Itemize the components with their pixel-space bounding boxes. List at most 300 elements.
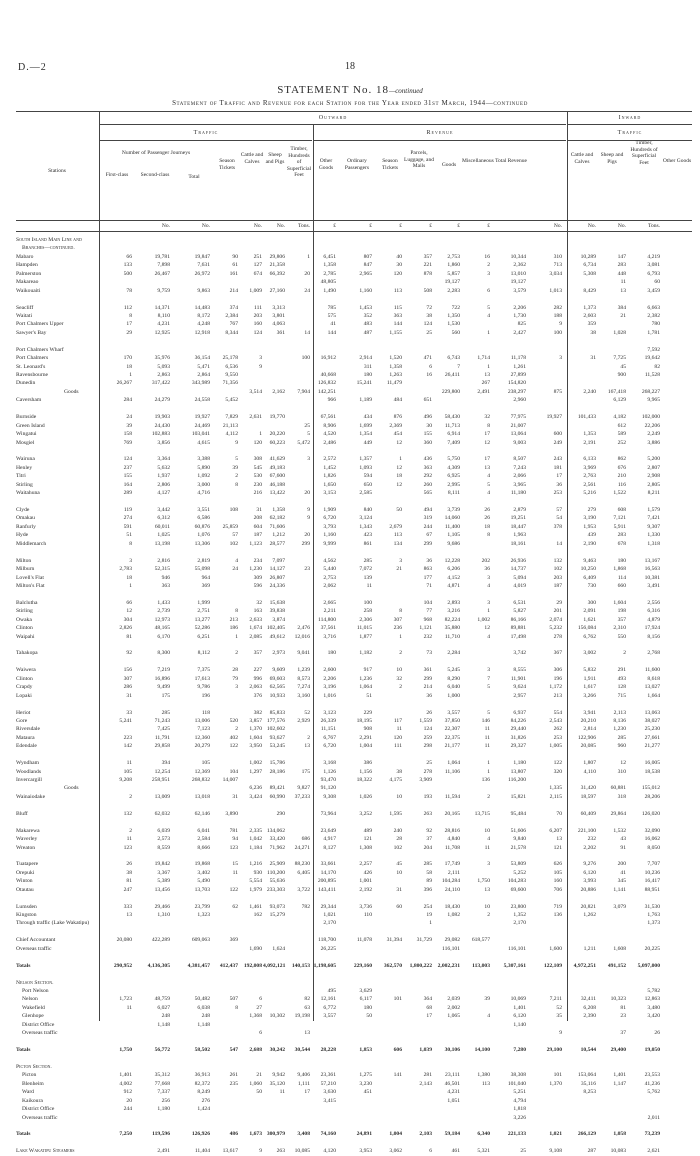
table-cell: 946 (161, 574, 170, 581)
table-cell: 3,123 (323, 709, 336, 716)
table-cell: 300 (587, 599, 596, 606)
table-cell: 221 (423, 262, 432, 269)
table-cell: 11,708 (444, 844, 460, 851)
table-cell: 11 (484, 743, 490, 750)
table-cell: 3 (129, 557, 132, 564)
table-cell: 6,312 (157, 515, 170, 522)
table-cell: 1,674 (249, 625, 262, 632)
table-cell: 6 (487, 287, 490, 294)
table-cell: 21,007 (510, 422, 526, 429)
table-cell: 100 (301, 355, 310, 362)
table-cell: 426 (363, 869, 372, 876)
table-cell: 282 (553, 304, 562, 311)
table-cell: 23,649 (320, 827, 336, 834)
table-cell: 2,115 (549, 793, 562, 800)
table-cell: 2,284 (447, 650, 460, 657)
header-miscellaneous: Miscellaneous (462, 158, 494, 164)
table-cell: 6,536 (225, 363, 238, 370)
table-cell: 8,555 (513, 667, 526, 674)
table-cell: 2,491 (477, 388, 490, 395)
table-cell: 2,753 (447, 253, 460, 260)
table-cell: 2,864 (197, 372, 210, 378)
table-cell: 20,210 (580, 717, 596, 724)
table-row (16, 422, 692, 430)
table-cell: 307 (393, 616, 402, 623)
title-text: STATEMENT No. 18 (277, 84, 389, 96)
table-cell: 3,557 (447, 709, 460, 716)
table-cell: 32 (396, 675, 402, 682)
table-cell: 19,127 (444, 279, 460, 286)
table-cell: 500 (123, 270, 132, 277)
table-cell: 2,826 (119, 625, 132, 632)
table-cell: 1,424 (197, 1106, 210, 1113)
table-cell: 360 (423, 439, 432, 446)
table-cell: 14,127 (269, 566, 285, 573)
table-cell: 1,559 (419, 717, 432, 724)
table-cell: 2,665 (323, 599, 336, 606)
table-cell: 167,418 (607, 388, 626, 395)
table-cell: 9,108 (549, 1148, 562, 1155)
table-cell: 9,624 (513, 684, 526, 691)
table-cell: 1,172 (549, 684, 562, 691)
spacer-row (16, 894, 692, 902)
table-cell: 1,714 (477, 355, 490, 362)
table-cell: 101 (553, 1072, 562, 1079)
table-cell: 1 (235, 633, 238, 640)
station-name: Middlemarch (16, 540, 47, 547)
header-second-class: Second-class (140, 172, 170, 178)
table-cell: 10 (396, 869, 402, 876)
table-cell: 2,191 (583, 439, 596, 446)
table-cell: 1,323 (197, 912, 210, 918)
table-cell: 3,367 (157, 869, 170, 876)
header-total: Total (188, 174, 200, 180)
table-cell: 343,989 (191, 380, 210, 387)
table-cell: 26,411 (444, 372, 460, 378)
table-cell: 4,231 (157, 321, 170, 328)
table-cell: 3,801 (272, 312, 285, 319)
table-cell: 230 (253, 481, 262, 488)
unit-label: £ (487, 223, 490, 229)
table-cell: 3 (487, 667, 490, 674)
table-row (16, 919, 692, 927)
table-cell: 1,953 (583, 523, 596, 530)
table-cell: 134 (393, 540, 402, 547)
table-cell: 13 (304, 743, 310, 750)
station-name: Edendale (16, 743, 37, 750)
table-cell: 31 (126, 692, 132, 699)
table-row (16, 649, 692, 657)
table-cell: 3,160 (297, 692, 310, 699)
table-cell: 1,650 (323, 481, 336, 488)
table-cell: 5,097,000 (637, 962, 660, 969)
table-cell: 13,715 (474, 810, 490, 817)
spacer-row (16, 548, 692, 556)
table-cell: 1,039 (419, 1047, 432, 1053)
table-cell: 8,127 (323, 844, 336, 851)
table-cell: 29,344 (320, 903, 336, 910)
table-cell: 13,703 (194, 886, 210, 893)
station-name: Bluff (16, 810, 28, 817)
station-name: Stirling (16, 481, 33, 488)
table-cell: 11 (126, 836, 132, 843)
table-cell: 102,000 (641, 414, 660, 421)
table-cell: 29,440 (510, 726, 526, 733)
table-cell: 20,220 (269, 431, 285, 438)
table-cell: 10,302 (269, 1013, 285, 1020)
table-cell: 1,608 (613, 945, 626, 952)
table-cell: 1,318 (647, 540, 660, 547)
table-cell: 5,471 (197, 363, 210, 370)
table-cell: 10,289 (580, 253, 596, 260)
table-cell: 3,196 (323, 684, 336, 691)
table-cell: 82,224 (444, 616, 460, 623)
station-name: Wreaton (16, 844, 36, 851)
table-cell: 56,772 (154, 1047, 170, 1053)
table-cell: 67,600 (269, 473, 285, 480)
table-cell: 4,615 (197, 439, 210, 446)
table-row (16, 506, 692, 514)
table-cell: 60,990 (269, 793, 285, 800)
table-cell: 2 (399, 650, 402, 657)
table-cell: 3,722 (297, 886, 310, 893)
table-cell: 16,417 (644, 878, 660, 885)
table-cell: 12,360 (194, 734, 210, 741)
table-cell: 244 (423, 523, 432, 530)
table-cell: 11,180 (510, 490, 526, 497)
station-name: Port Chalmers (16, 355, 49, 362)
table-row (16, 886, 692, 894)
table-cell: 461 (451, 1148, 460, 1155)
table-cell: 118 (201, 709, 210, 716)
table-cell: 6,133 (583, 456, 596, 463)
table-cell: 163 (253, 608, 262, 615)
table-cell: 1,009 (249, 287, 262, 294)
table-cell: 6,340 (477, 1131, 490, 1138)
table-cell: 6 (259, 1030, 262, 1037)
header-other-goods: Other Goods (318, 158, 334, 171)
table-cell: 21 (256, 1072, 262, 1079)
table-cell: 123 (229, 844, 238, 851)
table-cell: 2,957 (513, 692, 526, 699)
table-row (16, 565, 692, 573)
table-cell: 10,083 (610, 1148, 626, 1155)
table-row (16, 776, 692, 784)
table-cell: 29 (556, 599, 562, 606)
table-cell: 260 (423, 481, 432, 488)
table-cell: 214 (423, 684, 432, 691)
table-cell: 7,243 (513, 464, 526, 471)
table-cell: 154,820 (507, 380, 526, 387)
table-cell: 31,420 (580, 785, 596, 792)
table-cell: 1,579 (647, 507, 660, 513)
table-cell: 9 (235, 439, 238, 446)
table-cell: 3,491 (647, 582, 660, 589)
table-cell: 9,686 (447, 540, 460, 547)
table-cell: 2,600 (323, 667, 336, 674)
page-title (0, 84, 700, 96)
table-cell: 12,228 (444, 557, 460, 564)
table-cell: 36 (426, 692, 432, 699)
table-cell: 26,807 (269, 574, 285, 581)
table-cell: 319 (423, 515, 432, 522)
table-cell: 19,927 (546, 414, 562, 421)
table-cell: 1,141 (613, 886, 626, 893)
table-cell: 238,297 (507, 388, 526, 395)
table-cell: 4 (487, 836, 490, 843)
table-cell: 7,250 (119, 1131, 132, 1138)
table-cell: 120 (253, 439, 262, 446)
table-cell: 6,743 (447, 355, 460, 362)
table-cell: 8 (235, 608, 238, 615)
table-cell: 29 (126, 329, 132, 336)
table-cell: 2,039 (447, 996, 460, 1003)
table-cell: 214 (229, 287, 238, 294)
table-cell: 122 (229, 743, 238, 750)
table-cell: 102,883 (151, 431, 170, 438)
table-cell: 95,484 (510, 810, 526, 817)
header-passenger-journeys: Number of Passenger Journeys (121, 150, 191, 156)
table-cell: 1,380 (477, 1072, 490, 1079)
table-cell: 187 (253, 532, 262, 539)
table-cell: 1,263 (389, 372, 402, 378)
table-cell: 93,073 (269, 903, 285, 910)
table-cell: 20,886 (580, 886, 596, 893)
table-cell: 12 (126, 608, 132, 615)
table-cell: 25 (426, 329, 432, 336)
station-name: Waverley (16, 836, 38, 843)
table-cell: 2,929 (297, 717, 310, 724)
table-cell: 1,373 (647, 920, 660, 927)
table-cell: 6,531 (513, 599, 526, 606)
table-cell: 4 (487, 1013, 490, 1020)
table-cell: 93,470 (320, 777, 336, 783)
table-cell: 6,914 (447, 431, 460, 438)
table-cell: 144 (327, 329, 336, 336)
table-cell: 4,562 (323, 557, 336, 564)
table-cell: 7,123 (197, 726, 210, 733)
table-cell: 448 (617, 270, 626, 277)
table-cell: 3,424 (249, 793, 262, 800)
table-cell: 1 (129, 372, 132, 378)
table-cell: 5,911 (613, 523, 626, 530)
table-cell: 216 (253, 490, 262, 497)
table-cell: 1,373 (583, 304, 596, 311)
table-cell: 5,890 (197, 464, 210, 471)
table-cell: 204 (423, 844, 432, 851)
table-cell: 110,200 (267, 869, 285, 876)
table-cell: 153,064 (577, 1072, 596, 1079)
table-cell: 3,364 (157, 456, 170, 463)
table-cell: 2,807 (647, 464, 660, 471)
table-cell: 188 (553, 312, 562, 319)
table-cell: 27,160 (269, 287, 285, 294)
table-cell: 8 (487, 422, 490, 429)
table-cell: 2,310 (613, 625, 626, 632)
table-cell: 32 (484, 414, 490, 421)
table-cell: 2,543 (549, 717, 562, 724)
table-cell: 9,759 (157, 287, 170, 294)
table-cell: 9,463 (583, 557, 596, 564)
table-cell: 175 (301, 768, 310, 775)
table-cell: 48,805 (320, 279, 336, 286)
station-name: Makareao (16, 279, 39, 286)
unit-label: No. (276, 223, 285, 229)
table-cell: 6,039 (157, 827, 170, 834)
table-cell: 3,415 (323, 1097, 336, 1104)
table-cell: 2,170 (513, 920, 526, 927)
table-cell: 423 (363, 532, 372, 539)
table-row (16, 464, 692, 472)
station-name: Picton (22, 1072, 37, 1079)
table-cell: 8 (399, 608, 402, 615)
table-cell: 11,791 (154, 734, 170, 741)
table-cell: 8,573 (297, 675, 310, 682)
table-cell: 156,084 (577, 625, 596, 632)
table-cell: 124 (423, 321, 432, 328)
table-cell: 4,112 (225, 431, 238, 438)
table-row (16, 278, 692, 286)
unit-label: £ (429, 223, 432, 229)
table-cell: 1,123 (249, 540, 262, 547)
table-cell: 94 (232, 836, 238, 843)
header-outward: Outward (318, 115, 348, 121)
table-cell: 376 (253, 692, 262, 699)
table-cell: 1,013 (549, 287, 562, 294)
table-cell: 2,063 (249, 684, 262, 691)
table-cell: 25,178 (222, 355, 238, 362)
station-name: Blenheim (22, 1080, 44, 1087)
table-cell: 4,840 (447, 836, 460, 843)
table-cell: 1,180 (157, 1106, 170, 1113)
table-cell: 24,891 (356, 1131, 372, 1138)
table-cell: 2,190 (583, 540, 596, 547)
table-cell: 12 (396, 439, 402, 446)
table-cell: 12,161 (320, 996, 336, 1003)
table-cell: 769 (123, 439, 132, 446)
table-cell: 24 (304, 287, 310, 294)
table-cell: 1,750 (477, 878, 490, 885)
table-cell: 61 (232, 262, 238, 269)
table-cell: 31 (590, 355, 596, 362)
table-cell: 3 (487, 574, 490, 581)
station-name: Overseas traffic (16, 945, 52, 952)
table-cell: 5 (235, 456, 238, 463)
table-cell: 1,000 (447, 692, 460, 699)
table-cell: 6,038 (197, 1004, 210, 1011)
table-cell: 2,816 (157, 557, 170, 564)
table-cell: 545 (253, 464, 262, 471)
table-cell: 18,161 (510, 540, 526, 547)
table-cell: 1,999 (197, 599, 210, 606)
table-cell: 1,198,605 (313, 962, 336, 969)
table-cell: 5 (487, 709, 490, 716)
table-cell: 57,210 (320, 1080, 336, 1087)
station-name: Makarewa (16, 827, 40, 834)
table-cell: 3,420 (647, 1013, 660, 1020)
table-cell: 11,901 (510, 675, 526, 682)
table-cell: 9,827 (297, 785, 310, 792)
table-cell: 2,066 (513, 473, 526, 480)
table-row (16, 869, 692, 877)
table-cell: 3,950 (249, 743, 262, 750)
table-cell: 369 (201, 582, 210, 589)
table-cell: 310 (553, 253, 562, 260)
table-cell: 4,520 (323, 431, 336, 438)
station-name: Wainaiodake (16, 793, 46, 800)
table-cell: 560 (451, 329, 460, 336)
table-cell: 364 (423, 996, 432, 1003)
table-cell: 14,170 (320, 869, 336, 876)
table-cell: 16,912 (320, 355, 336, 362)
table-cell: 66 (126, 253, 132, 260)
table-cell: 8 (129, 540, 132, 547)
table-cell: 9,999 (323, 540, 336, 547)
table-cell: 71 (426, 582, 432, 589)
table-cell: 281 (423, 1072, 432, 1079)
table-cell: 119 (123, 507, 132, 513)
table-cell: 11,479 (386, 380, 402, 387)
table-cell: 2,249 (647, 431, 660, 438)
table-cell: 2,768 (647, 650, 660, 657)
table-cell: 248 (201, 1013, 210, 1020)
table-cell: 31 (232, 793, 238, 800)
table-cell: 38 (126, 869, 132, 876)
table-cell: 11 (232, 869, 238, 876)
unit-label: £ (333, 223, 336, 229)
table-cell: 19 (426, 912, 432, 918)
table-cell: 27,661 (644, 734, 660, 741)
table-cell: 2,011 (647, 1114, 660, 1121)
table-cell: 10,236 (644, 869, 660, 876)
table-cell: 6,937 (513, 709, 526, 716)
table-cell: 201 (553, 608, 562, 615)
table-cell: 92 (426, 827, 432, 834)
table-cell: 2,091 (583, 608, 596, 615)
table-cell: 357 (617, 616, 626, 623)
table-cell: 5,452 (225, 397, 238, 404)
table-cell: 3,313 (272, 304, 285, 311)
table-cell: 73 (426, 650, 432, 657)
table-cell: 3,226 (513, 1114, 526, 1121)
table-cell: 13 (620, 287, 626, 294)
table-cell: 2 (623, 650, 626, 657)
table-cell: 491,152 (607, 962, 626, 969)
table-cell: 1,750 (119, 1047, 132, 1053)
table-cell: 18 (484, 523, 490, 530)
table-cell: 3,857 (249, 717, 262, 724)
table-row (16, 574, 692, 582)
table-cell: 33,661 (320, 861, 336, 868)
table-cell: 9,550 (225, 372, 238, 378)
table-cell: 71,962 (269, 844, 285, 851)
header-inward: Inward (618, 115, 642, 121)
table-cell: 5,251 (513, 1089, 526, 1096)
table-cell: 2,753 (323, 574, 336, 581)
table-cell: 39 (126, 422, 132, 429)
table-cell: 164 (123, 481, 132, 488)
table-cell: 1,025 (157, 532, 170, 539)
table-row (16, 945, 692, 953)
table-cell: 8,156 (647, 633, 660, 640)
table-cell: 307 (123, 675, 132, 682)
station-name: Titri (16, 473, 26, 480)
table-cell: 8,111 (447, 490, 460, 497)
table-cell: 1,180 (513, 760, 526, 767)
table-cell: 308 (253, 456, 262, 463)
table-cell: 251 (253, 253, 262, 260)
table-cell: 2,556 (647, 599, 660, 606)
